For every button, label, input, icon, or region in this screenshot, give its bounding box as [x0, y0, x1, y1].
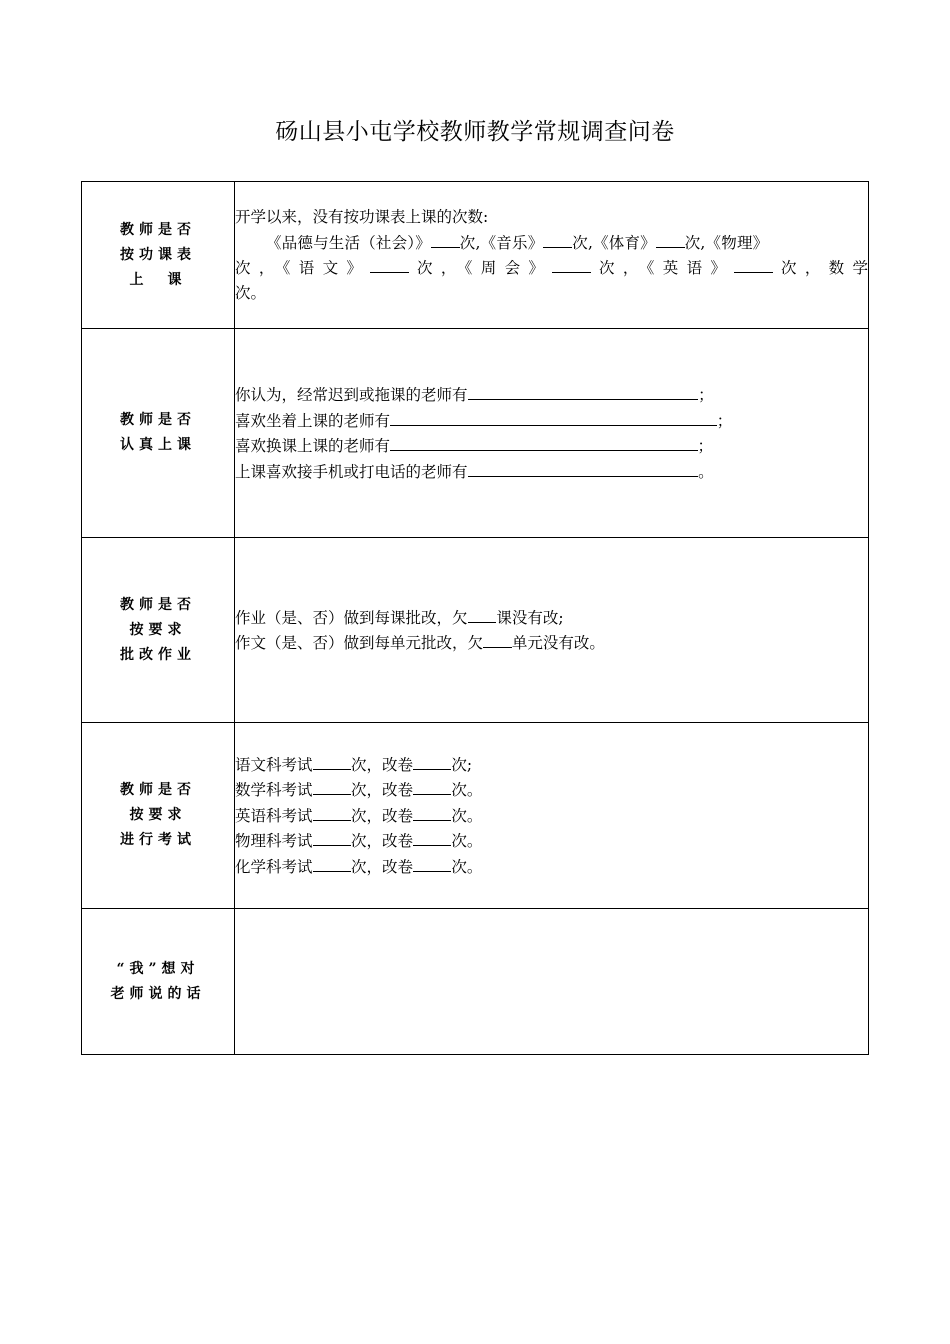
- label-line: 批改作业: [120, 646, 196, 663]
- blank-line[interactable]: [413, 752, 451, 770]
- content-line: 化学科考试 次，改卷 次。: [235, 854, 868, 880]
- row-content: [235, 723, 869, 909]
- blank-line[interactable]: [390, 408, 717, 426]
- answer-area[interactable]: [235, 909, 869, 1055]
- table-row: [82, 182, 869, 329]
- label-line: 进行考试: [120, 832, 196, 848]
- table-row: [82, 538, 869, 723]
- row-label: [82, 909, 235, 1055]
- row-label: [82, 182, 235, 329]
- content-line: 次，《语文》 次，《周会》 次，《英语》 次，数学: [235, 255, 868, 281]
- blank-line[interactable]: [313, 752, 351, 770]
- blank-line[interactable]: [656, 230, 685, 248]
- blank-line[interactable]: [313, 854, 351, 872]
- content-line: 开学以来，没有按功课表上课的次数:: [235, 208, 489, 226]
- content-line: 作文（是、否）做到每单元批改，欠 单元没有改。: [235, 630, 868, 656]
- label-line: 按功课表: [120, 246, 196, 263]
- label-line: 教师是否: [120, 596, 196, 613]
- row-label: [82, 538, 235, 723]
- label-line: 教师是否: [120, 412, 196, 428]
- label-line: 认真上课: [120, 437, 196, 453]
- blank-line[interactable]: [468, 605, 497, 623]
- survey-table: [81, 181, 869, 1055]
- blank-line[interactable]: [390, 433, 698, 451]
- content-line: 喜欢坐着上课的老师有 ；: [235, 408, 868, 434]
- content-line: 物理科考试 次，改卷 次。: [235, 828, 868, 854]
- content-line: 作业（是、否）做到每课批改，欠 课没有改;: [235, 605, 868, 631]
- blank-line[interactable]: [370, 255, 408, 273]
- blank-line[interactable]: [413, 854, 451, 872]
- content-line: 上课喜欢接手机或打电话的老师有 。: [235, 459, 868, 485]
- blank-line[interactable]: [734, 255, 772, 273]
- label-line: “我”想对: [116, 960, 200, 977]
- blank-line[interactable]: [468, 382, 699, 400]
- table-row: [82, 723, 869, 909]
- label-line: 老师说的话: [110, 985, 206, 1002]
- row-label: [82, 329, 235, 538]
- row-label: [82, 723, 235, 909]
- label-line: 上 课: [129, 271, 187, 288]
- blank-line[interactable]: [552, 255, 590, 273]
- label-line: 按要求: [129, 621, 187, 638]
- blank-line[interactable]: [543, 230, 572, 248]
- blank-line[interactable]: [413, 828, 451, 846]
- row-content: [235, 329, 869, 538]
- row-content: [235, 182, 869, 329]
- blank-line[interactable]: [468, 459, 699, 477]
- blank-line[interactable]: [483, 630, 512, 648]
- blank-line[interactable]: [313, 828, 351, 846]
- content-line: 数学科考试 次，改卷 次。: [235, 777, 868, 803]
- blank-line[interactable]: [313, 777, 351, 795]
- content-line: 语文科考试 次，改卷 次;: [235, 752, 868, 778]
- blank-line[interactable]: [431, 230, 460, 248]
- blank-line[interactable]: [313, 803, 351, 821]
- label-line: 教师是否: [120, 782, 196, 798]
- row-content: [235, 538, 869, 723]
- content-line: 英语科考试 次，改卷 次。: [235, 803, 868, 829]
- content-line: 《品德与生活（社会）》 次,《音乐》 次,《体育》 次,《物理》: [235, 230, 868, 256]
- blank-line[interactable]: [413, 777, 451, 795]
- label-line: 教师是否: [120, 221, 196, 238]
- page-title: 砀山县小屯学校教师教学常规调查问卷: [275, 119, 675, 145]
- label-line: 按要求: [129, 807, 187, 823]
- content-line: 次。: [235, 283, 267, 302]
- content-line: 你认为，经常迟到或拖课的老师有 ；: [235, 382, 868, 408]
- content-line: 喜欢换课上课的老师有 ；: [235, 433, 868, 459]
- table-row: [82, 329, 869, 538]
- blank-line[interactable]: [413, 803, 451, 821]
- table-row: [82, 909, 869, 1055]
